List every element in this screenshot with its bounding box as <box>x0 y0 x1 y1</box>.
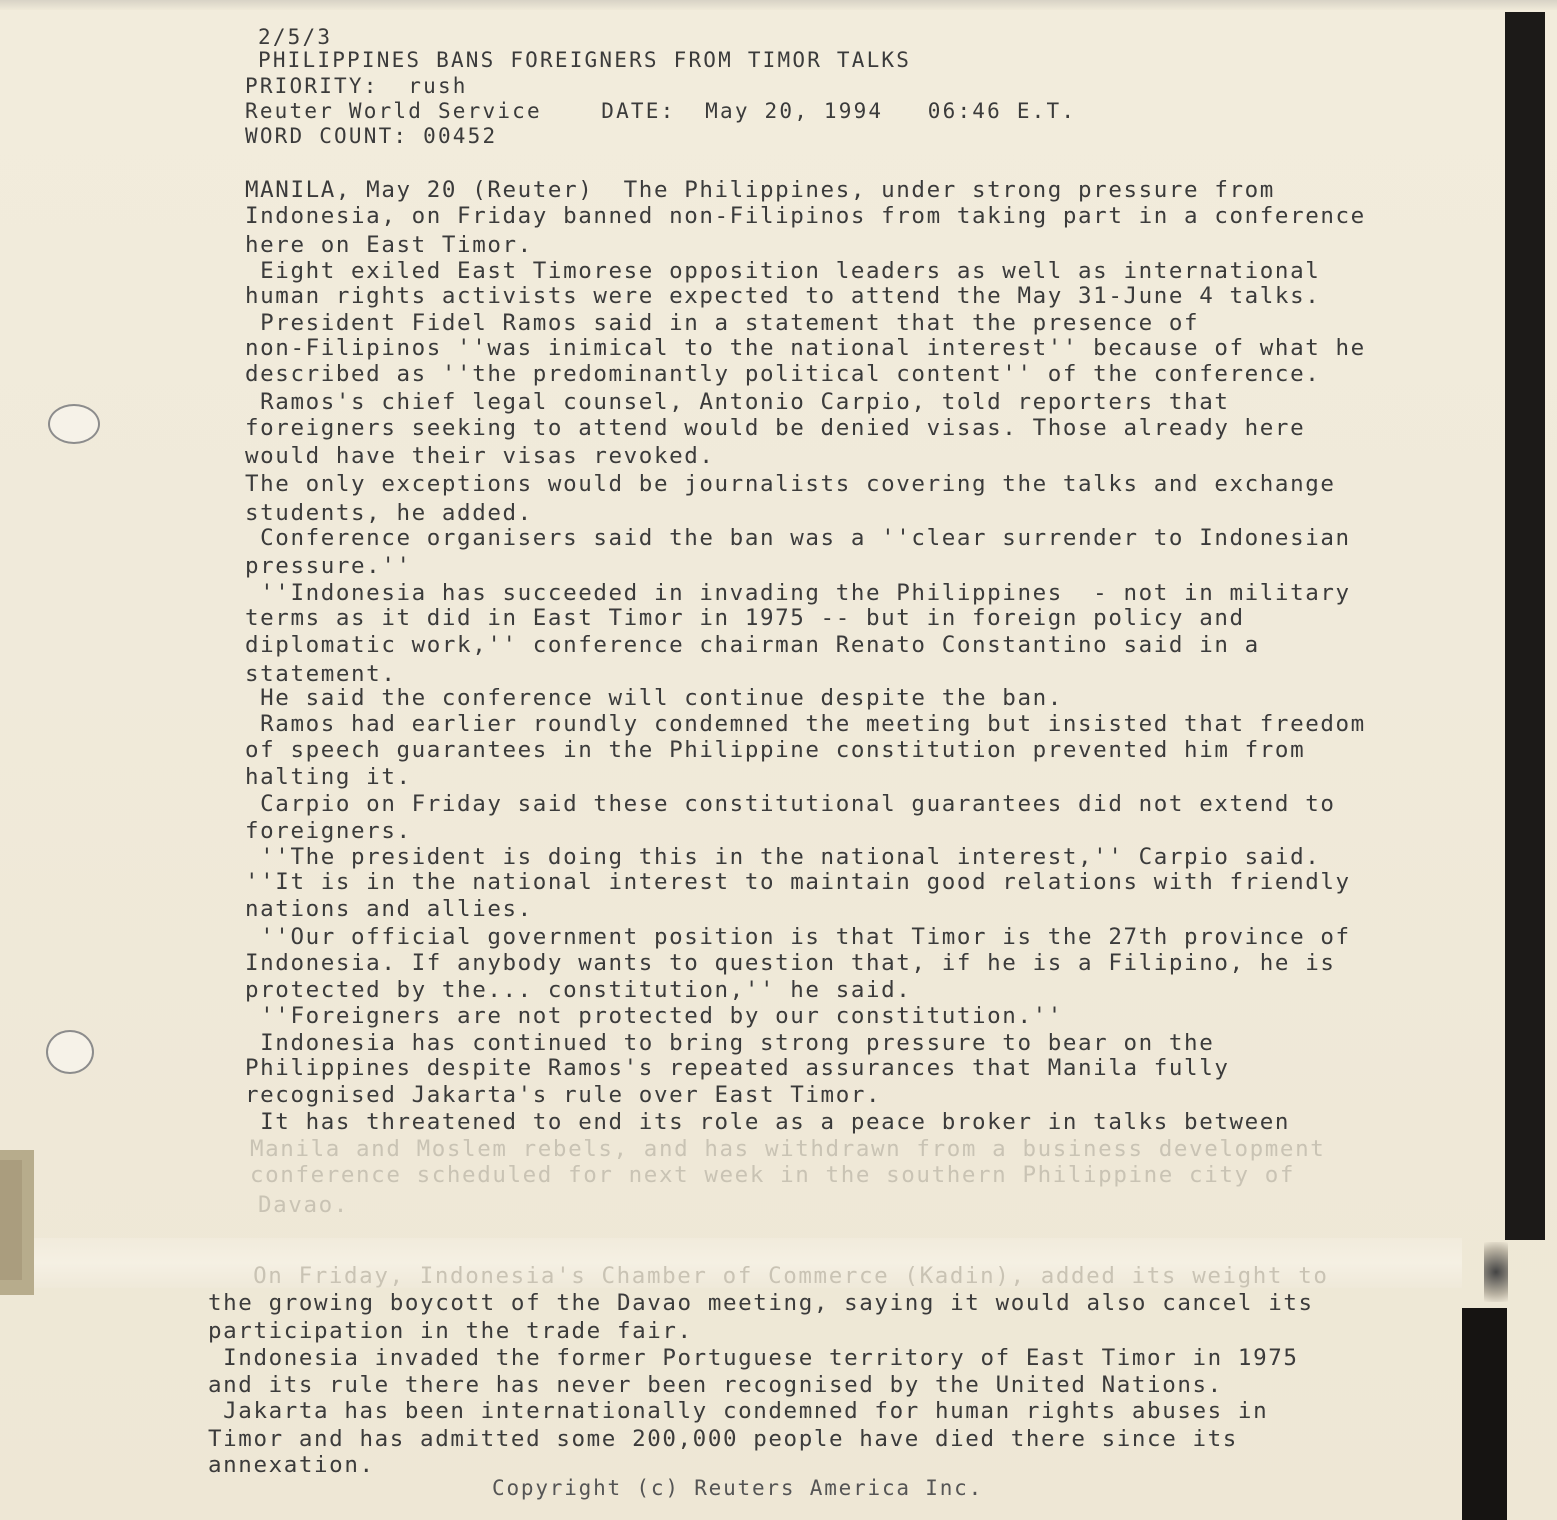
scan-artifact <box>1484 1242 1508 1302</box>
body-line: ''Indonesia has succeeded in invading the Philippines - not in military <box>245 580 1351 606</box>
tail-line: Indonesia invaded the former Portuguese territory of East Timor in 1975 <box>208 1345 1299 1371</box>
faded-line: Davao. <box>258 1192 349 1218</box>
body-line: terms as it did in East Timor in 1975 -- but in foreign policy and <box>245 605 1245 631</box>
body-line: foreigners. <box>245 818 412 844</box>
body-line: Indonesia has continued to bring strong pressure to bear on the <box>245 1030 1215 1056</box>
tail-line: Jakarta has been internationally condemned for human rights abuses in <box>208 1398 1269 1424</box>
punch-hole-icon <box>46 1030 94 1074</box>
body-line: Conference organisers said the ban was a ''clear surrender to Indonesian <box>245 525 1351 551</box>
body-line: Indonesia, on Friday banned non-Filipinos from taking part in a conference <box>245 203 1366 229</box>
scan-top-edge <box>0 0 1557 10</box>
tape-strip-shadow <box>0 1160 22 1280</box>
body-line: Ramos had earlier roundly condemned the meeting but insisted that freedom <box>245 711 1366 737</box>
copyright-line: Copyright (c) Reuters America Inc. <box>492 1476 984 1500</box>
tail-line: Timor and has admitted some 200,000 people have died there since its <box>208 1426 1238 1452</box>
faded-line: Manila and Moslem rebels, and has withdrawn from a business development <box>250 1136 1326 1162</box>
headline: PHILIPPINES BANS FOREIGNERS FROM TIMOR TALKS <box>258 48 912 72</box>
priority: PRIORITY: rush <box>245 74 468 98</box>
body-line: human rights activists were expected to attend the May 31-June 4 talks. <box>245 283 1321 309</box>
body-line: of speech guarantees in the Philippine constitution prevented him from <box>245 737 1306 763</box>
body-line: Eight exiled East Timorese opposition leaders as well as international <box>245 258 1321 284</box>
body-line: pressure.'' <box>245 553 412 579</box>
body-line: Carpio on Friday said these constitutional guarantees did not extend to <box>245 791 1336 817</box>
body-line: The only exceptions would be journalists covering the talks and exchange <box>245 471 1336 497</box>
body-line: MANILA, May 20 (Reuter) The Philippines, under strong pressure from <box>245 177 1275 203</box>
body-line: ''The president is doing this in the national interest,'' Carpio said. <box>245 844 1321 870</box>
body-line: foreigners seeking to attend would be denied visas. Those already here <box>245 415 1306 441</box>
body-line: protected by the... constitution,'' he said. <box>245 977 912 1003</box>
story-code: 2/5/3 <box>258 25 333 49</box>
body-line: statement. <box>245 661 397 687</box>
scan-edge-bar-lower <box>1462 1308 1507 1520</box>
body-line: recognised Jakarta's rule over East Timor. <box>245 1082 882 1108</box>
punch-hole-icon <box>48 404 100 444</box>
body-line: Philippines despite Ramos's repeated assurances that Manila fully <box>245 1055 1230 1081</box>
faded-line: On Friday, Indonesia's Chamber of Commerce (Kadin), added its weight to <box>238 1263 1329 1289</box>
word-count: WORD COUNT: 00452 <box>245 124 498 148</box>
body-line: here on East Timor. <box>245 232 533 258</box>
body-line: nations and allies. <box>245 896 533 922</box>
tail-line: annexation. <box>208 1452 375 1478</box>
body-line: described as ''the predominantly political content'' of the conference. <box>245 361 1321 387</box>
tail-line: and its rule there has never been recognised by the United Nations. <box>208 1372 1223 1398</box>
body-line: non-Filipinos ''was inimical to the national interest'' because of what he <box>245 335 1366 361</box>
body-line: would have their visas revoked. <box>245 443 715 469</box>
faded-line: conference scheduled for next week in the southern Philippine city of <box>250 1162 1296 1188</box>
body-line: He said the conference will continue despite the ban. <box>245 685 1063 711</box>
body-line: President Fidel Ramos said in a statement that the presence of <box>245 310 1200 336</box>
tail-line: the growing boycott of the Davao meeting, saying it would also cancel its <box>208 1290 1314 1316</box>
body-line: ''Foreigners are not protected by our constitution.'' <box>245 1003 1063 1029</box>
body-line: Indonesia. If anybody wants to question that, if he is a Filipino, he is <box>245 950 1336 976</box>
body-line: halting it. <box>245 764 412 790</box>
scan-edge-bar <box>1505 12 1545 1240</box>
body-line: It has threatened to end its role as a peace broker in talks between <box>245 1109 1291 1135</box>
body-line: ''It is in the national interest to maintain good relations with friendly <box>245 869 1351 895</box>
body-line: Ramos's chief legal counsel, Antonio Carpio, told reporters that <box>245 389 1230 415</box>
body-line: students, he added. <box>245 500 533 526</box>
body-line: ''Our official government position is that Timor is the 27th province of <box>245 924 1351 950</box>
service-date: Reuter World Service DATE: May 20, 1994 06:46 E.T. <box>245 99 1077 123</box>
body-line: diplomatic work,'' conference chairman Renato Constantino said in a <box>245 632 1260 658</box>
tail-line: participation in the trade fair. <box>208 1318 693 1344</box>
